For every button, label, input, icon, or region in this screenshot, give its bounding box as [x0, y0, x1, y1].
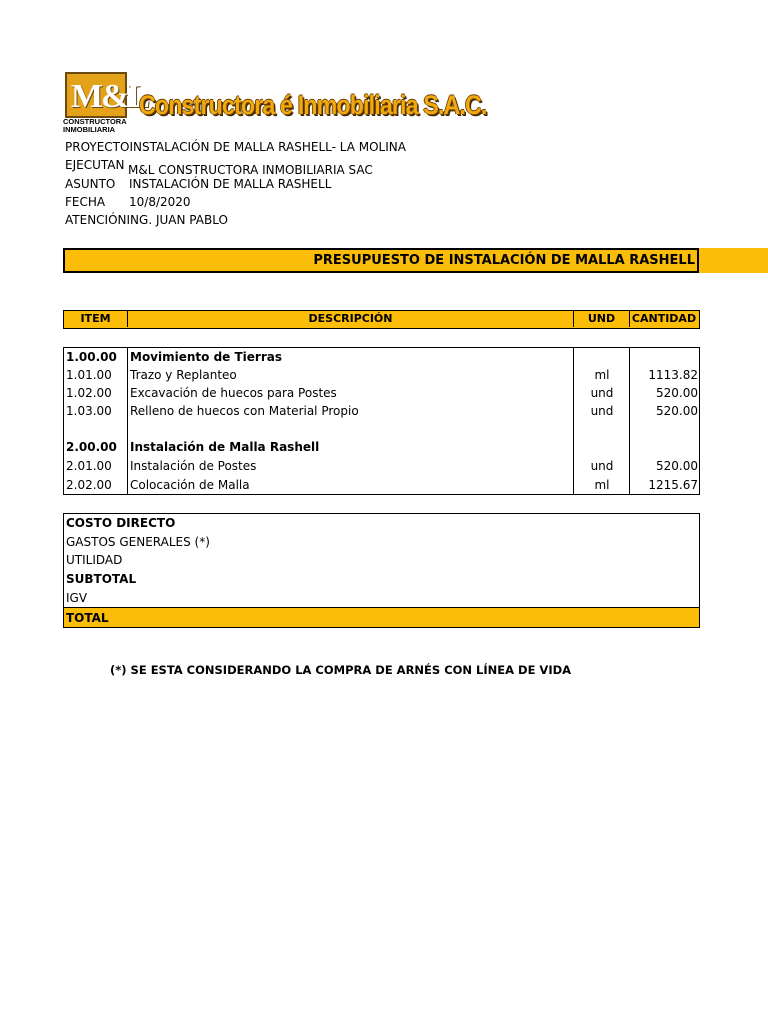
- proyecto-value: INSTALACIÓN DE MALLA RASHELL- LA MOLINA: [129, 140, 406, 154]
- row-item: 2.00.00: [66, 440, 117, 454]
- row-item: 1.00.00: [66, 350, 117, 364]
- row-desc: Instalación de Malla Rashell: [130, 440, 320, 454]
- budget-title-bar: [63, 248, 768, 273]
- logo-mark: [63, 72, 149, 134]
- fecha-value: 10/8/2020: [129, 195, 191, 209]
- col-descripcion-header: DESCRIPCIÓN: [128, 311, 574, 327]
- row-qty: 520.00: [656, 386, 698, 400]
- row-item: 1.02.00: [66, 386, 112, 400]
- col-cantidad-header: CANTIDAD: [631, 312, 697, 325]
- col-item-header: ITEM: [64, 311, 128, 327]
- table-row: [64, 438, 699, 456]
- logo-sub-line1: CONSTRUCTORA: [63, 117, 127, 126]
- row-desc: Relleno de huecos con Material Propio: [130, 404, 359, 418]
- asunto-value: INSTALACIÓN DE MALLA RASHELL: [129, 177, 332, 191]
- row-und: und: [590, 459, 614, 473]
- total-label: TOTAL: [66, 611, 109, 625]
- row-desc: Instalación de Postes: [130, 459, 257, 473]
- row-qty: 520.00: [656, 404, 698, 418]
- ejecutante-value: M&L CONSTRUCTORA INMOBILIARIA SAC: [128, 163, 373, 177]
- row-desc: Movimiento de Tierras: [130, 350, 282, 364]
- table-row: [64, 402, 699, 420]
- items-table: [63, 347, 700, 495]
- subtotal-label: SUBTOTAL: [66, 572, 137, 586]
- row-item: 1.01.00: [66, 368, 112, 382]
- company-logo: [63, 72, 487, 134]
- table-row: [64, 366, 699, 384]
- logo-sub-line2: INMOBILIARIA: [63, 125, 116, 134]
- row-desc: Excavación de huecos para Postes: [130, 386, 337, 400]
- row-item: 2.01.00: [66, 459, 112, 473]
- total-row: [64, 607, 699, 627]
- row-qty: 520.00: [656, 459, 698, 473]
- row-und: ml: [594, 368, 610, 382]
- row-item: 2.02.00: [66, 478, 112, 492]
- table-row: [64, 384, 699, 402]
- logo-mark-text: M&L: [71, 78, 149, 115]
- atencion-line: [65, 211, 228, 229]
- costo-directo-label: COSTO DIRECTO: [66, 516, 176, 530]
- igv-label: IGV: [66, 591, 88, 605]
- utilidad-label: UTILIDAD: [66, 553, 123, 567]
- asunto-line: [65, 175, 331, 193]
- row-desc: Trazo y Replanteo: [130, 368, 237, 382]
- fecha-label: FECHA: [65, 195, 106, 209]
- footnote: [110, 663, 571, 677]
- budget-title: PRESUPUESTO DE INSTALACIÓN DE MALLA RASHELL: [313, 253, 695, 268]
- row-und: und: [590, 404, 614, 418]
- atencion-value: ING. JUAN PABLO: [126, 213, 228, 227]
- proyecto-line: [65, 138, 406, 156]
- footnote-marker: (*): [110, 663, 127, 677]
- ejecutante-label: EJECUTAN: [65, 158, 125, 172]
- row-qty: 1113.82: [648, 368, 698, 382]
- fecha-line: [65, 193, 191, 211]
- atencion-label: ATENCIÓN: [65, 213, 127, 227]
- footnote-text: SE ESTA CONSIDERANDO LA COMPRA DE ARNÉS CON LÍNEA DE VIDA: [130, 663, 572, 677]
- proyecto-label: PROYECTO: [65, 140, 130, 154]
- table-row: [64, 457, 699, 475]
- title-bar-extension: [699, 248, 768, 273]
- totals-table: [63, 513, 700, 628]
- logo-company-name: Constructora é Inmobiliaria S.A.C.: [139, 90, 487, 120]
- row-und: ml: [594, 478, 610, 492]
- row-desc: Colocación de Malla: [130, 478, 250, 492]
- logo-badge: [65, 72, 149, 118]
- logo-subtitle: [63, 118, 137, 134]
- asunto-label: ASUNTO: [65, 177, 116, 191]
- title-box: [63, 248, 699, 273]
- row-und: und: [590, 386, 614, 400]
- row-item: 1.03.00: [66, 404, 112, 418]
- table-row: [64, 348, 699, 366]
- col-und-header: UND: [574, 311, 630, 327]
- gastos-generales-label: GASTOS GENERALES (*): [66, 535, 210, 549]
- table-row: [64, 476, 699, 494]
- column-header-row: [63, 310, 700, 329]
- row-qty: 1215.67: [648, 478, 698, 492]
